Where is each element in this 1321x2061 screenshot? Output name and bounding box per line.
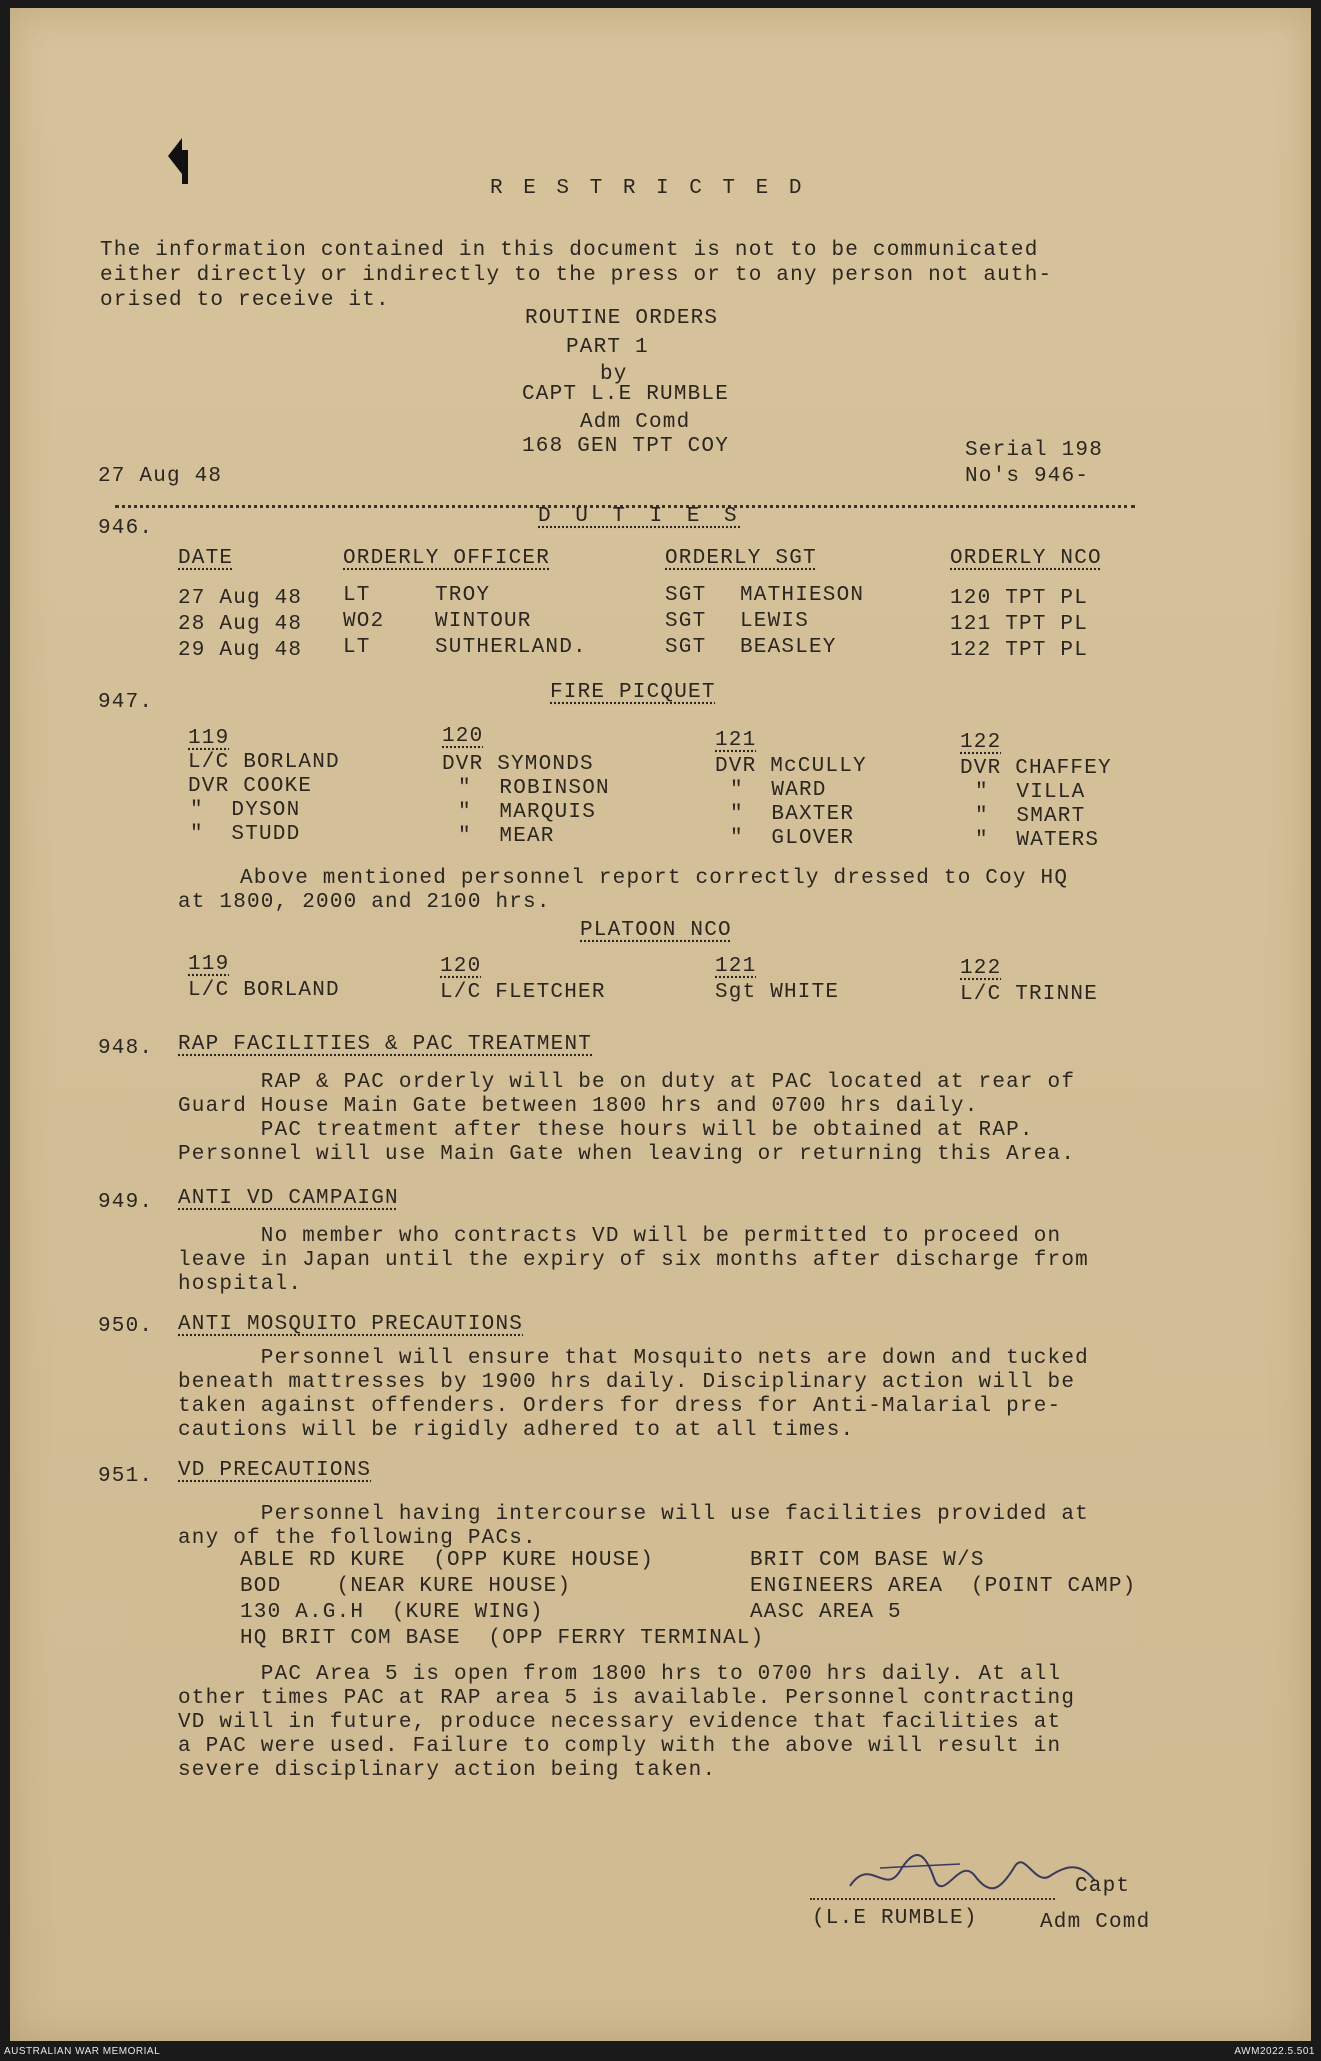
picquet-member: " VILLA [975,781,1086,804]
order-text: Guard House Main Gate between 1800 hrs and 0700 hrs daily. [178,1095,979,1118]
picquet-member: " WARD [730,779,827,802]
platoon-nco-name: L/C FLETCHER [440,981,606,1004]
pac-location: AASC AREA 5 [750,1601,902,1624]
platoon-number: 122 [960,731,1002,754]
duty-nco: 122 TPT PL [950,639,1089,662]
duties-col-officer: ORDERLY OFFICER [343,547,551,570]
pac-location: BOD (NEAR KURE HOUSE) [240,1575,572,1598]
duty-officer-name: SUTHERLAND. [435,636,587,659]
issuing-officer: CAPT L.E RUMBLE [522,383,730,406]
duty-sgt-rank: SGT [665,636,707,659]
order-numbers: No's 946- [965,465,1090,488]
pac-location: BRIT COM BASE W/S [750,1549,985,1572]
order-text: Personnel will use Main Gate when leaving or returning this Area. [178,1143,1076,1166]
order-text: any of the following PACs. [178,1527,537,1550]
punch-mark-icon [168,138,182,174]
picquet-member: L/C BORLAND [188,751,340,774]
duty-nco: 121 TPT PL [950,613,1089,636]
order-text: No member who contracts VD will be permitted to proceed on [178,1225,1062,1248]
picquet-member: DVR McCULLY [715,755,867,778]
order-text: cautions will be rigidly adhered to at all times. [178,1419,855,1442]
signature-rank: Capt [1075,1875,1131,1898]
fire-picquet-times: at 1800, 2000 and 2100 hrs. [178,891,551,914]
pac-location: 130 A.G.H (KURE WING) [240,1601,544,1624]
order-number-948: 948. [98,1037,154,1060]
picquet-member: " DYSON [190,799,301,822]
duties-col-sgt: ORDERLY SGT [665,547,817,570]
pac-location: ABLE RD KURE (OPP KURE HOUSE) [240,1549,655,1572]
platoon-nco-name: L/C TRINNE [960,983,1099,1006]
duty-date: 29 Aug 48 [178,639,303,662]
warning-line-2: either directly or indirectly to the press or to any person not auth- [100,264,1053,287]
order-text: hospital. [178,1273,303,1296]
picquet-member: " WATERS [975,829,1100,852]
order-heading: RAP FACILITIES & PAC TREATMENT [178,1033,593,1056]
order-heading: ANTI MOSQUITO PRECAUTIONS [178,1313,524,1336]
duty-officer-name: WINTOUR [435,610,532,633]
duty-officer-rank: LT [343,584,371,607]
platoon-nco-name: Sgt WHITE [715,981,840,1004]
pac-location: HQ BRIT COM BASE (OPP FERRY TERMINAL) [240,1627,765,1650]
serial-number: Serial 198 [965,439,1104,462]
platoon-number: 121 [715,729,757,752]
platoon-number: 119 [188,727,230,750]
duty-date: 28 Aug 48 [178,613,303,636]
platoon-nco-name: L/C BORLAND [188,979,340,1002]
duties-col-date: DATE [178,547,234,570]
picquet-member: " BAXTER [730,803,855,826]
order-number-950: 950. [98,1315,154,1338]
duties-heading: D U T I E S [538,505,743,528]
duty-sgt-name: MATHIESON [740,584,865,607]
warning-line-1: The information contained in this document is not to be communicated [100,239,1039,262]
order-heading: VD PRECAUTIONS [178,1459,372,1482]
order-text: taken against offenders. Orders for dress for Anti-Malarial pre- [178,1395,1062,1418]
order-text: beneath mattresses by 1900 hrs daily. Disciplinary action will be [178,1371,1076,1394]
fire-picquet-heading: FIRE PICQUET [550,681,716,704]
platoon-number: 119 [188,953,230,976]
signature-appointment: Adm Comd [1040,1911,1151,1934]
warning-line-3: orised to receive it. [100,289,390,312]
classification: R E S T R I C T E D [490,177,806,200]
duty-sgt-name: BEASLEY [740,636,837,659]
footer-credit: AUSTRALIAN WAR MEMORIAL [4,2046,161,2057]
picquet-member: DVR COOKE [188,775,313,798]
order-text: Personnel will ensure that Mosquito nets are down and tucked [178,1347,1089,1370]
order-text: VD will in future, produce necessary evidence that facilities at [178,1711,1062,1734]
duty-sgt-rank: SGT [665,610,707,633]
by-line: by [600,363,628,386]
pac-location: ENGINEERS AREA (POINT CAMP) [750,1575,1137,1598]
order-number-951: 951. [98,1465,154,1488]
order-date: 27 Aug 48 [98,465,223,488]
picquet-member: " GLOVER [730,827,855,850]
order-text: leave in Japan until the expiry of six months after discharge from [178,1249,1089,1272]
platoon-number: 122 [960,957,1002,980]
order-text: Personnel having intercourse will use facilities provided at [178,1503,1089,1526]
order-text: RAP & PAC orderly will be on duty at PAC located at rear of [178,1071,1076,1094]
picquet-member: " SMART [975,805,1086,828]
order-text: PAC Area 5 is open from 1800 hrs to 0700 hrs daily. At all [178,1663,1062,1686]
duty-date: 27 Aug 48 [178,587,303,610]
order-number-949: 949. [98,1191,154,1214]
duty-officer-name: TROY [435,584,491,607]
duty-nco: 120 TPT PL [950,587,1089,610]
picquet-member: DVR SYMONDS [442,753,594,776]
duty-officer-rank: LT [343,636,371,659]
platoon-nco-heading: PLATOON NCO [580,919,732,942]
picquet-member: " STUDD [190,823,301,846]
picquet-member: " ROBINSON [458,777,610,800]
order-text: a PAC were used. Failure to comply with the above will result in [178,1735,1062,1758]
picquet-member: " MEAR [458,825,555,848]
duty-sgt-rank: SGT [665,584,707,607]
signature-name: (L.E RUMBLE) [812,1907,978,1930]
unit-name: 168 GEN TPT COY [522,435,730,458]
footer-accession-number: AWM2022.5.501 [1234,2046,1315,2057]
document-title: ROUTINE ORDERS [525,307,719,330]
picquet-member: " MARQUIS [458,801,597,824]
order-number-947: 947. [98,691,154,714]
order-number-946: 946. [98,517,154,540]
picquet-member: DVR CHAFFEY [960,757,1112,780]
duties-col-nco: ORDERLY NCO [950,547,1102,570]
document-part: PART 1 [566,336,649,359]
order-text: other times PAC at RAP area 5 is available. Personnel contracting [178,1687,1076,1710]
platoon-number: 121 [715,955,757,978]
order-text: PAC treatment after these hours will be obtained at RAP. [178,1119,1034,1142]
order-heading: ANTI VD CAMPAIGN [178,1187,399,1210]
duty-sgt-name: LEWIS [740,610,810,633]
fire-picquet-note: Above mentioned personnel report correctly dressed to Coy HQ [240,867,1069,890]
signature-line [810,1898,1055,1900]
document-page [10,8,1311,2041]
order-text: severe disciplinary action being taken. [178,1759,717,1782]
platoon-number: 120 [440,955,482,978]
duty-officer-rank: WO2 [343,610,385,633]
issuing-appointment: Adm Comd [580,411,691,434]
platoon-number: 120 [442,725,484,748]
